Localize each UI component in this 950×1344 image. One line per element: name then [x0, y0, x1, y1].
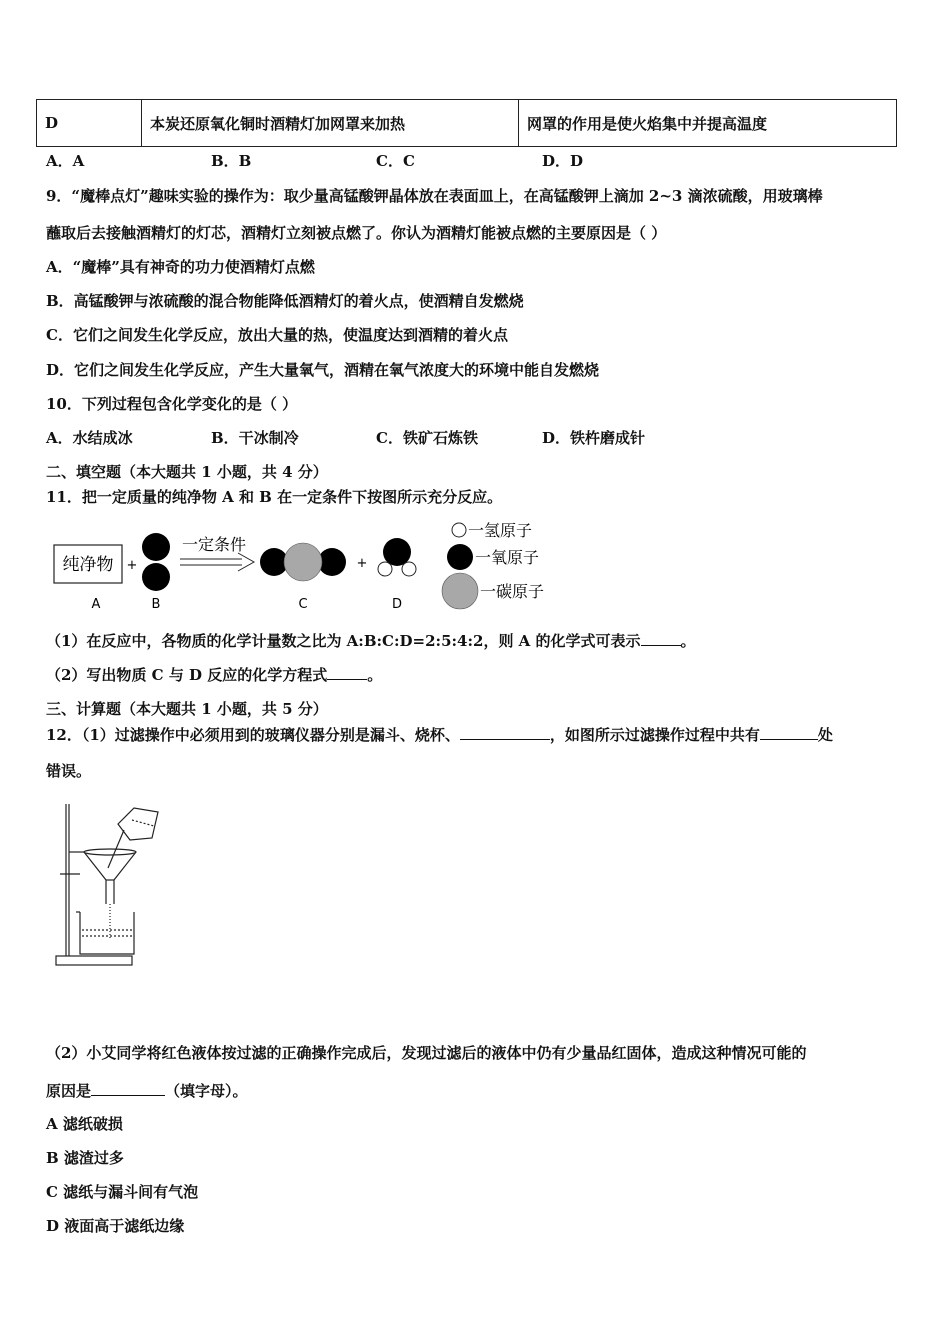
q10-stem: 10．下列过程包含化学变化的是（ ） — [46, 395, 298, 413]
q10-option-b: B．干冰制冷 — [211, 429, 299, 447]
plus-sign-2: + — [356, 556, 368, 571]
label-b: B — [151, 597, 161, 612]
q10-option-d: D．铁杵磨成针 — [542, 429, 646, 447]
q12-option-c: C 滤纸与漏斗间有气泡 — [46, 1183, 199, 1201]
q12-part1-line1 — [46, 725, 833, 744]
q12-line1c: 处 — [817, 726, 833, 744]
reaction-diagram — [46, 515, 566, 615]
q12-part2-blank[interactable] — [91, 1081, 165, 1096]
answer-table — [36, 99, 897, 147]
arrow-condition-text: 一定条件 — [181, 535, 247, 554]
substance-a-text: 纯净物 — [62, 555, 114, 575]
reaction-arrow-icon — [180, 553, 254, 571]
legend-oxygen: 一氧原子 — [475, 548, 540, 567]
row-content: 本炭还原氧化铜时酒精灯加网罩来加热 — [142, 100, 519, 147]
q12-blank-errors[interactable] — [760, 725, 818, 740]
carbon-atom-icon — [284, 543, 322, 581]
q11-stem: 11．把一定质量的纯净物 A 和 B 在一定条件下按图所示充分反应。 — [46, 488, 503, 506]
section-3-heading: 三、计算题（本大题共 1 小题，共 5 分） — [46, 700, 328, 718]
q9-stem-line1: 9．“魔棒点灯”趣味实验的操作为：取少量高锰酸钾晶体放在表面皿上，在高锰酸钾上滴加 2~3 滴浓硫酸，用玻璃棒 — [46, 187, 823, 205]
q12-line1a: 12．（1）过滤操作中必须用到的玻璃仪器分别是漏斗、烧杯、 — [46, 726, 460, 744]
q8-option-d: D．D — [542, 152, 584, 170]
legend-hydrogen-icon — [452, 523, 466, 537]
label-c: C — [298, 597, 308, 612]
q9-option-b: B．高锰酸钾与浓硫酸的混合物能降低酒精灯的着火点，使酒精自发燃烧 — [46, 292, 524, 310]
q11-part2 — [46, 665, 382, 684]
q12-option-a: A 滤纸破损 — [46, 1115, 123, 1133]
q9-stem-line2: 蘸取后去接触酒精灯的灯芯，酒精灯立刻被点燃了。你认为酒精灯能被点燃的主要原因是（ ） — [46, 224, 667, 242]
q8-option-c: C．C — [376, 152, 415, 170]
legend-oxygen-icon — [447, 544, 473, 570]
q12-part2-line2 — [46, 1081, 248, 1100]
q8-options — [46, 152, 746, 170]
q10-options — [46, 429, 746, 447]
hydrogen-atom-icon — [378, 562, 392, 576]
q12-line1b: ，如图所示过滤操作过程中共有 — [549, 726, 760, 744]
q12-p2b: 原因是 — [46, 1082, 92, 1100]
q9-option-d: D．它们之间发生化学反应，产生大量氧气，酒精在氧气浓度大的环境中能自发燃烧 — [46, 361, 600, 379]
q11-part1-text: （1）在反应中，各物质的化学计量数之比为 A:B:C:D=2:5:4:2，则 A 的化学式可表示 — [46, 632, 641, 650]
oxygen-atom-icon — [142, 533, 170, 561]
q12-part2-line1: （2）小艾同学将红色液体按过滤的正确操作完成后，发现过滤后的液体中仍有少量品红固体，造成这种情况可能的 — [46, 1044, 807, 1062]
q12-blank-instrument[interactable] — [460, 725, 550, 740]
stand-base — [56, 956, 132, 965]
q9-option-c: C．它们之间发生化学反应，放出大量的热，使温度达到酒精的着火点 — [46, 326, 508, 344]
q11-part2-text: （2）写出物质 C 与 D 反应的化学方程式 — [46, 666, 328, 684]
funnel-icon — [84, 852, 136, 904]
table-row — [37, 100, 897, 147]
legend-carbon: 一碳原子 — [480, 582, 545, 601]
legend-carbon-icon — [442, 573, 478, 609]
q8-option-b: B．B — [211, 152, 252, 170]
beaker-icon — [80, 912, 134, 954]
pouring-beaker-icon — [118, 808, 158, 840]
q12-p2c: （填字母）。 — [165, 1082, 248, 1100]
filtration-apparatus-illustration — [50, 800, 170, 970]
q8-option-a: A．A — [46, 152, 85, 170]
q11-part1 — [46, 631, 696, 650]
q10-option-c: C．铁矿石炼铁 — [376, 429, 478, 447]
q12-part1-line2: 错误。 — [46, 762, 92, 780]
label-d: D — [391, 597, 403, 612]
q12-option-b: B 滤渣过多 — [46, 1149, 124, 1167]
q11-part2-blank[interactable] — [327, 665, 367, 680]
q11-part1-end: 。 — [680, 632, 696, 650]
q11-part2-end: 。 — [367, 666, 383, 684]
q10-option-a: A．水结成冰 — [46, 429, 133, 447]
q11-part1-blank[interactable] — [641, 631, 681, 646]
label-a: A — [91, 597, 101, 612]
row-label: D — [37, 100, 142, 147]
hydrogen-atom-icon — [402, 562, 416, 576]
q12-option-d: D 液面高于滤纸边缘 — [46, 1217, 185, 1235]
oxygen-atom-icon — [142, 563, 170, 591]
plus-sign-1: + — [126, 558, 138, 573]
q9-option-a: A．“魔棒”具有神奇的功力使酒精灯点燃 — [46, 258, 315, 276]
section-2-heading: 二、填空题（本大题共 1 小题，共 4 分） — [46, 463, 328, 481]
legend-hydrogen: 一氢原子 — [468, 521, 533, 540]
oxygen-atom-icon — [383, 538, 411, 566]
row-explanation: 网罩的作用是使火焰集中并提高温度 — [519, 100, 897, 147]
